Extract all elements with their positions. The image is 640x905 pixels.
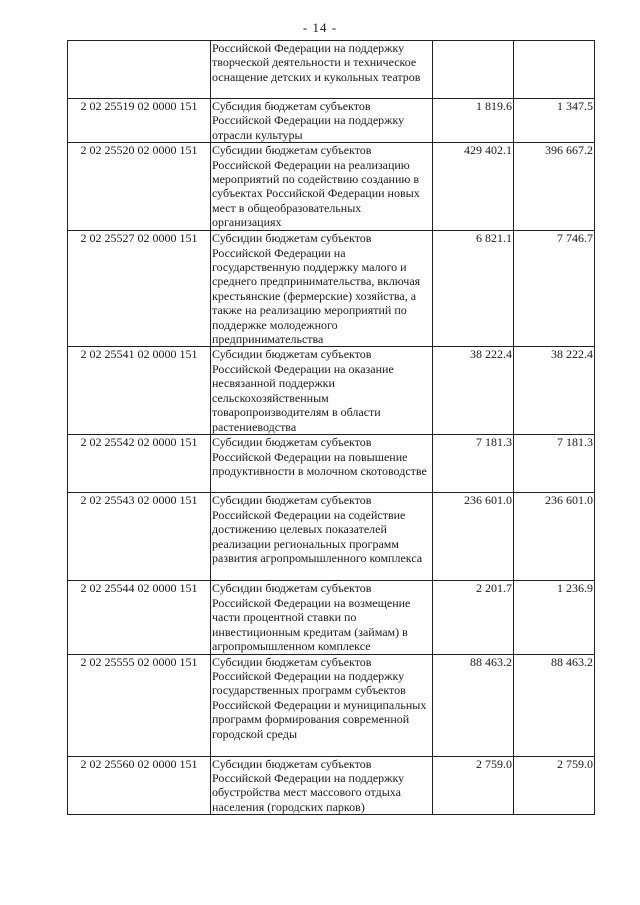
amount-col1-cell: 236 601.0	[433, 493, 514, 581]
table-row	[68, 231, 595, 347]
table-body	[68, 41, 595, 815]
table-row	[68, 435, 595, 493]
amount-col2-cell: 396 667.2	[514, 143, 595, 231]
table-row	[68, 99, 595, 143]
amount-col1-cell	[433, 41, 514, 99]
table-row	[68, 756, 595, 815]
amount-col1-cell: 88 463.2	[433, 654, 514, 756]
amount-col2-cell: 88 463.2	[514, 654, 595, 756]
subsidy-name-cell: Субсидии бюджетам субъектов Российской Федерации на оказание несвязанной поддержки сельскохозяйственным товаропроизводителям в области растениеводства	[211, 347, 433, 435]
table-row	[68, 41, 595, 99]
amount-col1-cell: 429 402.1	[433, 143, 514, 231]
subsidy-name-cell: Субсидии бюджетам субъектов Российской Федерации на реализацию мероприятий по содействию созданию в субъектах Российской Федерации новых мест в общеобразовательных организациях	[211, 143, 433, 231]
amount-col2-cell: 2 759.0	[514, 756, 595, 815]
table-row	[68, 581, 595, 654]
budget-code-cell: 2 02 25519 02 0000 151	[68, 99, 211, 143]
subsidy-name-cell: Российской Федерации на поддержку творческой деятельности и техническое оснащение детских и кукольных театров	[211, 41, 433, 99]
subsidy-name-cell: Субсидии бюджетам субъектов Российской Федерации на поддержку государственных программ субъектов Российской Федерации и муниципальных программ формирования современной городской среды	[211, 654, 433, 756]
subsidies-table	[67, 40, 595, 815]
budget-code-cell: 2 02 25527 02 0000 151	[68, 231, 211, 347]
table-row	[68, 347, 595, 435]
table-row	[68, 654, 595, 756]
amount-col2-cell: 7 746.7	[514, 231, 595, 347]
budget-code-cell: 2 02 25555 02 0000 151	[68, 654, 211, 756]
amount-col1-cell: 7 181.3	[433, 435, 514, 493]
amount-col2-cell: 1 347.5	[514, 99, 595, 143]
amount-col1-cell: 1 819.6	[433, 99, 514, 143]
subsidy-name-cell: Субсидии бюджетам субъектов Российской Федерации на поддержку обустройства мест массового отдыха населения (городских парков)	[211, 756, 433, 815]
subsidy-name-cell: Субсидия бюджетам субъектов Российской Федерации на поддержку отрасли культуры	[211, 99, 433, 143]
budget-code-cell: 2 02 25520 02 0000 151	[68, 143, 211, 231]
amount-col1-cell: 6 821.1	[433, 231, 514, 347]
table-row	[68, 143, 595, 231]
budget-code-cell	[68, 41, 211, 99]
subsidy-name-cell: Субсидии бюджетам субъектов Российской Федерации на повышение продуктивности в молочном скотоводстве	[211, 435, 433, 493]
amount-col1-cell: 2 759.0	[433, 756, 514, 815]
budget-code-cell: 2 02 25560 02 0000 151	[68, 756, 211, 815]
amount-col2-cell	[514, 41, 595, 99]
subsidy-name-cell: Субсидии бюджетам субъектов Российской Федерации на содействие достижению целевых показателей реализации региональных программ развития агропромышленного комплекса	[211, 493, 433, 581]
page-number: - 14 -	[302, 20, 338, 35]
amount-col2-cell: 38 222.4	[514, 347, 595, 435]
budget-code-cell: 2 02 25542 02 0000 151	[68, 435, 211, 493]
subsidy-name-cell: Субсидии бюджетам субъектов Российской Федерации на возмещение части процентной ставки по инвестиционным кредитам (займам) в агропромышленном комплексе	[211, 581, 433, 654]
budget-code-cell: 2 02 25544 02 0000 151	[68, 581, 211, 654]
amount-col2-cell: 236 601.0	[514, 493, 595, 581]
amount-col1-cell: 38 222.4	[433, 347, 514, 435]
amount-col1-cell: 2 201.7	[433, 581, 514, 654]
budget-code-cell: 2 02 25543 02 0000 151	[68, 493, 211, 581]
subsidy-name-cell: Субсидии бюджетам субъектов Российской Федерации на государственную поддержку малого и среднего предпринимательства, включая крестьянские (фермерские) хозяйства, а также на реализацию мероприятий по поддержке молодежного предпринимательства	[211, 231, 433, 347]
amount-col2-cell: 1 236.9	[514, 581, 595, 654]
table-row	[68, 493, 595, 581]
budget-code-cell: 2 02 25541 02 0000 151	[68, 347, 211, 435]
amount-col2-cell: 7 181.3	[514, 435, 595, 493]
